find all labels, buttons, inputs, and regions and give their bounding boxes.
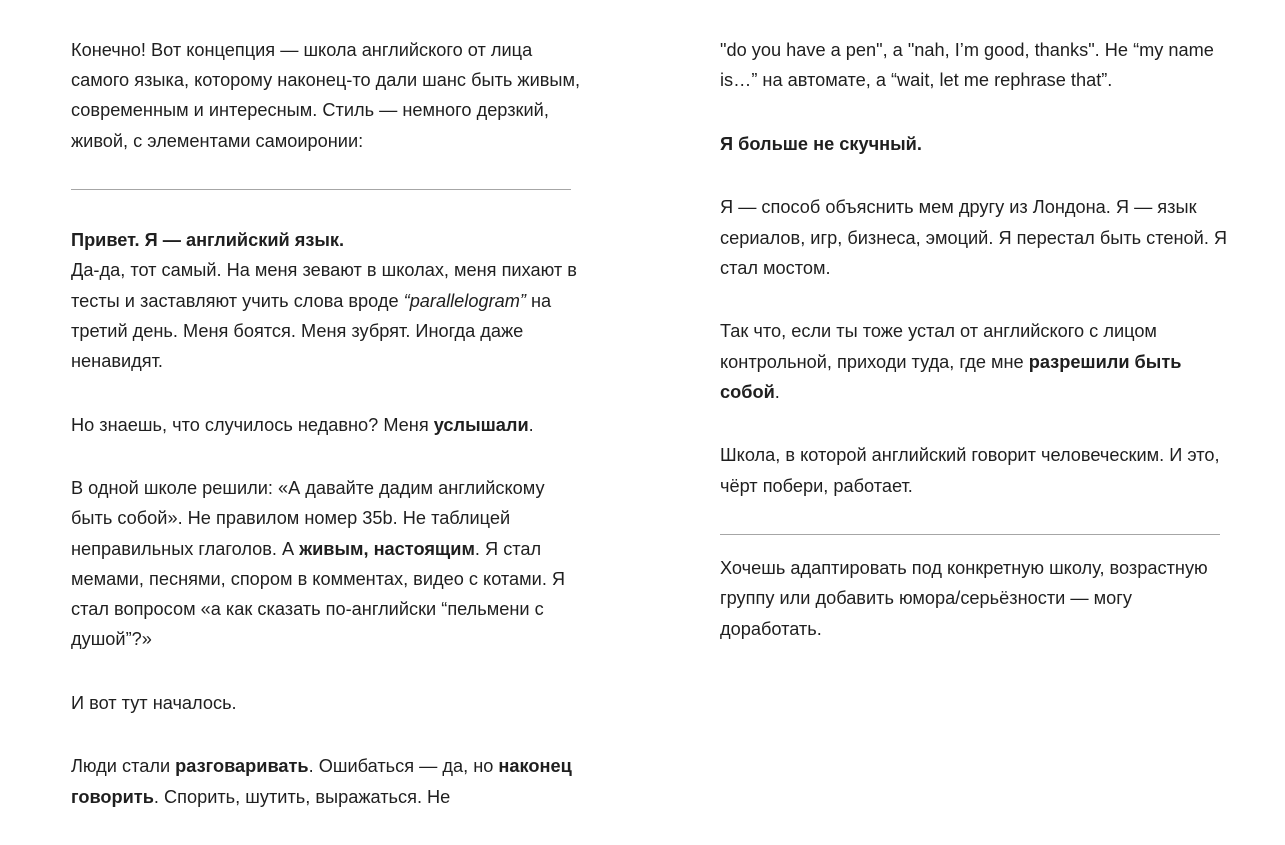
right-paragraph-4: Школа, в которой английский говорит человеческим. И это, чёрт побери, работает. bbox=[720, 445, 1220, 496]
p1-text-b: на третий день. Меня боятся. Меня зубрят. Иногда даже ненавидят. bbox=[71, 290, 552, 372]
p2-text-a: Но знаешь, что случилось недавно? Меня bbox=[71, 414, 434, 435]
p5-bold-2: наконец говорить bbox=[71, 756, 572, 807]
p3-text-b: . Я стал мемами, песнями, спором в комментах, видео с котами. Я стал вопросом «а как сказать по-английски “пельмени с душой”?» bbox=[71, 538, 566, 650]
right-paragraph-0: "do you have a pen", а "nah, I’m good, thanks". Не “my name is…” на автомате, а “wait, let me rephrase that”. bbox=[720, 40, 1214, 91]
p3-text-a: В одной школе решили: «А давайте дадим английскому быть собой». Не правилом номер 35b. Не таблицей неправильных глаголов. А bbox=[71, 478, 545, 559]
paragraph-1 bbox=[71, 255, 581, 376]
right-paragraph-1 bbox=[720, 129, 1230, 159]
right-paragraph-5: Хочешь адаптировать под конкретную школу, возрастную группу или добавить юмора/серьёзности — могу доработать. bbox=[720, 558, 1208, 639]
heading bbox=[71, 225, 581, 255]
right-p3-bold: разрешили быть собой bbox=[720, 351, 1182, 402]
heading-text: Привет. Я — английский язык. bbox=[71, 230, 345, 251]
p5-text-b: . Ошибаться — да, но bbox=[308, 756, 499, 777]
divider bbox=[71, 189, 571, 190]
paragraph-5 bbox=[71, 751, 581, 811]
right-paragraph-3 bbox=[720, 316, 1230, 407]
p1-text-a: Да-да, тот самый. На меня зевают в школах, меня пихают в тесты и заставляют учить слова вроде bbox=[71, 260, 577, 311]
p2-text-b: . bbox=[528, 414, 534, 435]
p2-bold: услышали bbox=[433, 414, 529, 435]
left-column bbox=[71, 35, 581, 845]
right-p1-bold: Я больше не скучный. bbox=[720, 133, 922, 154]
paragraph-4: И вот тут началось. bbox=[71, 692, 237, 713]
right-p3-text-a: Так что, если ты тоже устал от английского с лицом контрольной, приходи туда, где мне bbox=[720, 321, 1157, 372]
intro-paragraph: Конечно! Вот концепция — школа английского от лица самого языка, которому наконец-то дали шанс быть живым, современным и интересным. Стиль — немного дерзкий, живой, с элементами самоиронии: bbox=[71, 40, 581, 151]
p5-bold-1: разговаривать bbox=[175, 756, 309, 777]
p3-bold: живым, настоящим bbox=[299, 538, 475, 559]
paragraph-2 bbox=[71, 410, 581, 440]
p1-italic: “parallelogram” bbox=[403, 290, 526, 311]
divider-right bbox=[720, 534, 1220, 535]
right-p3-text-b: . bbox=[774, 381, 780, 402]
p5-text-c: . Спорить, шутить, выражаться. Не bbox=[153, 786, 451, 807]
right-paragraph-2: Я — способ объяснить мем другу из Лондона. Я — язык сериалов, игр, бизнеса, эмоций. Я перестал быть стеной. Я стал мостом. bbox=[720, 197, 1228, 278]
p5-text-a: Люди стали bbox=[71, 756, 176, 777]
right-column bbox=[720, 35, 1230, 677]
paragraph-3 bbox=[71, 473, 581, 654]
